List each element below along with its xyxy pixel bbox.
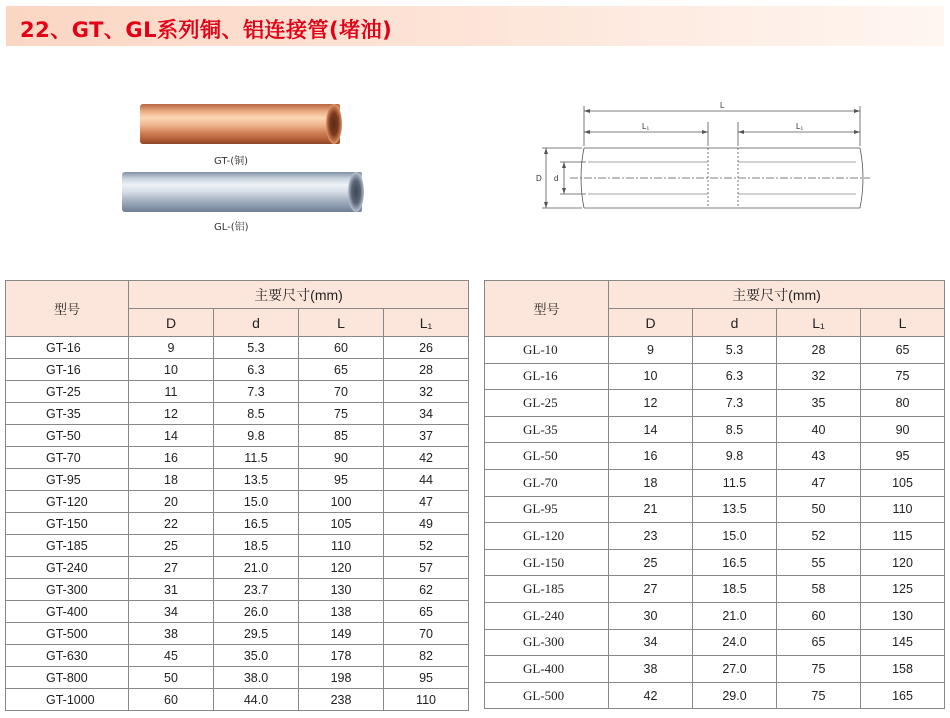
gt-value-cell: 21.0	[214, 557, 299, 579]
gt-value-cell: 27	[129, 557, 214, 579]
gt-value-cell: 35.0	[214, 645, 299, 667]
gl-value-cell: 145	[861, 629, 945, 656]
gt-table-row	[6, 579, 469, 601]
gt-table-row	[6, 337, 469, 359]
gt-value-cell: 20	[129, 491, 214, 513]
gt-value-cell: 90	[299, 447, 384, 469]
gl-table-row	[485, 629, 945, 656]
gt-value-cell: 38.0	[214, 667, 299, 689]
gt-model-cell: GT-70	[6, 447, 129, 469]
gt-value-cell: 45	[129, 645, 214, 667]
gt-value-cell: 105	[299, 513, 384, 535]
gl-model-cell: GL-95	[485, 496, 609, 523]
gt-table-row	[6, 469, 469, 491]
gt-value-cell: 12	[129, 403, 214, 425]
gt-value-cell: 16.5	[214, 513, 299, 535]
gt-value-cell: 22	[129, 513, 214, 535]
gl-value-cell: 14	[609, 416, 693, 443]
gl-table-row	[485, 443, 945, 470]
gt-value-cell: 6.3	[214, 359, 299, 381]
gt-table-row	[6, 513, 469, 535]
gt-value-cell: 16	[129, 447, 214, 469]
gt-model-cell: GT-800	[6, 667, 129, 689]
gl-spec-table	[484, 280, 945, 709]
gt-value-cell: 60	[299, 337, 384, 359]
gl-value-cell: 80	[861, 390, 945, 417]
gl-value-cell: 21.0	[693, 602, 777, 629]
gl-value-cell: 43	[777, 443, 861, 470]
gl-model-cell: GL-50	[485, 443, 609, 470]
gt-value-cell: 28	[384, 359, 469, 381]
gl-table-row	[485, 496, 945, 523]
gl-column-header: D	[609, 309, 693, 337]
gl-model-cell: GL-25	[485, 390, 609, 417]
gt-table-row	[6, 689, 469, 711]
gt-value-cell: 34	[129, 601, 214, 623]
gt-value-cell: 14	[129, 425, 214, 447]
gl-table-row	[485, 656, 945, 683]
gl-value-cell: 105	[861, 469, 945, 496]
diagram-label-L1-left: L₁	[642, 122, 650, 131]
gl-value-cell: 27	[609, 576, 693, 603]
gl-value-cell: 18.5	[693, 576, 777, 603]
gl-table-row	[485, 523, 945, 550]
gl-value-cell: 95	[861, 443, 945, 470]
gl-model-cell: GL-16	[485, 363, 609, 390]
gl-value-cell: 6.3	[693, 363, 777, 390]
gl-value-cell: 30	[609, 602, 693, 629]
title-bar	[6, 6, 944, 46]
gl-model-cell: GL-185	[485, 576, 609, 603]
gt-value-cell: 5.3	[214, 337, 299, 359]
gl-value-cell: 165	[861, 682, 945, 709]
gt-value-cell: 23.7	[214, 579, 299, 601]
gl-value-cell: 21	[609, 496, 693, 523]
gl-model-cell: GL-150	[485, 549, 609, 576]
gl-value-cell: 50	[777, 496, 861, 523]
dimension-diagram	[530, 96, 875, 216]
gl-value-cell: 90	[861, 416, 945, 443]
gt-table-row	[6, 601, 469, 623]
gt-model-cell: GT-400	[6, 601, 129, 623]
gl-value-cell: 125	[861, 576, 945, 603]
gl-value-cell: 29.0	[693, 682, 777, 709]
gt-value-cell: 15.0	[214, 491, 299, 513]
gl-value-cell: 110	[861, 496, 945, 523]
gt-table-row	[6, 381, 469, 403]
gl-value-cell: 75	[861, 363, 945, 390]
gl-value-cell: 16	[609, 443, 693, 470]
gt-value-cell: 95	[384, 667, 469, 689]
gt-value-cell: 32	[384, 381, 469, 403]
gl-column-header: L	[861, 309, 945, 337]
gt-model-cell: GT-120	[6, 491, 129, 513]
gt-value-cell: 10	[129, 359, 214, 381]
gl-column-header: d	[693, 309, 777, 337]
gt-table-row	[6, 535, 469, 557]
gl-value-cell: 27.0	[693, 656, 777, 683]
gt-model-cell: GT-25	[6, 381, 129, 403]
gt-value-cell: 25	[129, 535, 214, 557]
gt-spec-table	[5, 280, 469, 711]
gt-model-cell: GT-630	[6, 645, 129, 667]
gl-table-row	[485, 416, 945, 443]
gl-model-cell: GL-240	[485, 602, 609, 629]
gt-value-cell: 7.3	[214, 381, 299, 403]
gl-value-cell: 18	[609, 469, 693, 496]
diagram-label-d: d	[554, 174, 559, 183]
gl-table-row	[485, 602, 945, 629]
gl-value-cell: 42	[609, 682, 693, 709]
gl-value-cell: 58	[777, 576, 861, 603]
gl-model-cell: GL-500	[485, 682, 609, 709]
gt-value-cell: 26.0	[214, 601, 299, 623]
gt-model-header: 型号	[6, 281, 129, 337]
gt-table-row	[6, 359, 469, 381]
gt-value-cell: 149	[299, 623, 384, 645]
gt-table-row	[6, 645, 469, 667]
gt-value-cell: 34	[384, 403, 469, 425]
gt-value-cell: 42	[384, 447, 469, 469]
gt-value-cell: 9.8	[214, 425, 299, 447]
gl-value-cell: 38	[609, 656, 693, 683]
gt-value-cell: 38	[129, 623, 214, 645]
aluminum-tube-caption: GL-(铝)	[214, 222, 249, 233]
gt-value-cell: 238	[299, 689, 384, 711]
gl-value-cell: 12	[609, 390, 693, 417]
gl-model-header: 型号	[485, 281, 609, 337]
gl-value-cell: 34	[609, 629, 693, 656]
gt-model-cell: GT-16	[6, 359, 129, 381]
gt-model-cell: GT-185	[6, 535, 129, 557]
gt-value-cell: 44.0	[214, 689, 299, 711]
gl-table-row	[485, 682, 945, 709]
gl-value-cell: 9	[609, 337, 693, 364]
gl-value-cell: 75	[777, 682, 861, 709]
gl-table-row	[485, 363, 945, 390]
copper-tube-caption: GT-(铜)	[214, 156, 248, 167]
gt-table-row	[6, 403, 469, 425]
copper-tube-image	[140, 104, 340, 144]
gl-value-cell: 5.3	[693, 337, 777, 364]
gt-value-cell: 29.5	[214, 623, 299, 645]
gl-value-cell: 130	[861, 602, 945, 629]
gt-value-cell: 50	[129, 667, 214, 689]
diagram-label-D: D	[536, 174, 542, 183]
gt-value-cell: 13.5	[214, 469, 299, 491]
gl-value-cell: 65	[777, 629, 861, 656]
gt-model-cell: GT-35	[6, 403, 129, 425]
diagram-label-L1-right: L₁	[796, 122, 804, 131]
gt-model-cell: GT-16	[6, 337, 129, 359]
gt-value-cell: 8.5	[214, 403, 299, 425]
gt-table-row	[6, 557, 469, 579]
gt-value-cell: 47	[384, 491, 469, 513]
gl-model-cell: GL-10	[485, 337, 609, 364]
gt-value-cell: 75	[299, 403, 384, 425]
gl-value-cell: 55	[777, 549, 861, 576]
gl-value-cell: 65	[861, 337, 945, 364]
diagram-label-L: L	[720, 101, 725, 110]
gt-column-header: d	[214, 309, 299, 337]
gt-column-header: L	[299, 309, 384, 337]
gl-value-cell: 15.0	[693, 523, 777, 550]
gt-value-cell: 120	[299, 557, 384, 579]
gt-value-cell: 60	[129, 689, 214, 711]
gl-value-cell: 16.5	[693, 549, 777, 576]
gt-value-cell: 70	[384, 623, 469, 645]
gl-model-cell: GL-120	[485, 523, 609, 550]
gl-table-row	[485, 469, 945, 496]
gl-value-cell: 7.3	[693, 390, 777, 417]
gl-value-cell: 75	[777, 656, 861, 683]
gt-value-cell: 62	[384, 579, 469, 601]
gt-model-cell: GT-240	[6, 557, 129, 579]
gl-value-cell: 23	[609, 523, 693, 550]
gt-model-cell: GT-150	[6, 513, 129, 535]
gt-model-cell: GT-1000	[6, 689, 129, 711]
gl-value-cell: 47	[777, 469, 861, 496]
gt-value-cell: 70	[299, 381, 384, 403]
gt-table-body	[6, 337, 469, 711]
gl-value-cell: 120	[861, 549, 945, 576]
gl-value-cell: 60	[777, 602, 861, 629]
gt-value-cell: 44	[384, 469, 469, 491]
gt-value-cell: 18	[129, 469, 214, 491]
gl-column-header: L₁	[777, 309, 861, 337]
gt-value-cell: 85	[299, 425, 384, 447]
gt-value-cell: 178	[299, 645, 384, 667]
gl-model-cell: GL-400	[485, 656, 609, 683]
gl-value-cell: 10	[609, 363, 693, 390]
gt-value-cell: 11.5	[214, 447, 299, 469]
gt-value-cell: 49	[384, 513, 469, 535]
gl-value-cell: 32	[777, 363, 861, 390]
gt-value-cell: 31	[129, 579, 214, 601]
gl-table-row	[485, 337, 945, 364]
gt-value-cell: 130	[299, 579, 384, 601]
gl-value-cell: 115	[861, 523, 945, 550]
gt-model-cell: GT-50	[6, 425, 129, 447]
gt-table-row	[6, 447, 469, 469]
gt-value-cell: 198	[299, 667, 384, 689]
gt-value-cell: 65	[299, 359, 384, 381]
gt-table-row	[6, 491, 469, 513]
gt-value-cell: 18.5	[214, 535, 299, 557]
gt-value-cell: 57	[384, 557, 469, 579]
gl-value-cell: 8.5	[693, 416, 777, 443]
gt-table-row	[6, 667, 469, 689]
gt-model-cell: GT-300	[6, 579, 129, 601]
gl-value-cell: 9.8	[693, 443, 777, 470]
page-title: 22、GT、GL系列铜、铝连接管(堵油)	[20, 18, 393, 42]
gt-dimension-group-header: 主要尺寸(mm)	[129, 281, 469, 309]
gl-table-row	[485, 576, 945, 603]
gt-table-row	[6, 623, 469, 645]
gt-model-cell: GT-500	[6, 623, 129, 645]
gt-column-header: D	[129, 309, 214, 337]
gt-value-cell: 9	[129, 337, 214, 359]
gl-value-cell: 25	[609, 549, 693, 576]
gl-table-body	[485, 337, 945, 709]
gt-value-cell: 37	[384, 425, 469, 447]
gt-value-cell: 52	[384, 535, 469, 557]
gl-value-cell: 13.5	[693, 496, 777, 523]
gt-value-cell: 65	[384, 601, 469, 623]
gt-table-row	[6, 425, 469, 447]
gl-model-cell: GL-70	[485, 469, 609, 496]
gt-model-cell: GT-95	[6, 469, 129, 491]
aluminum-tube-image	[122, 172, 362, 212]
gt-value-cell: 100	[299, 491, 384, 513]
gl-model-cell: GL-35	[485, 416, 609, 443]
gl-dimension-group-header: 主要尺寸(mm)	[609, 281, 945, 309]
gl-value-cell: 40	[777, 416, 861, 443]
gl-value-cell: 52	[777, 523, 861, 550]
gt-value-cell: 11	[129, 381, 214, 403]
gl-model-cell: GL-300	[485, 629, 609, 656]
gt-column-header: L₁	[384, 309, 469, 337]
gl-value-cell: 11.5	[693, 469, 777, 496]
gt-value-cell: 138	[299, 601, 384, 623]
gt-value-cell: 26	[384, 337, 469, 359]
gl-table-row	[485, 549, 945, 576]
gt-value-cell: 110	[384, 689, 469, 711]
gt-value-cell: 110	[299, 535, 384, 557]
gl-table-row	[485, 390, 945, 417]
gl-value-cell: 24.0	[693, 629, 777, 656]
gt-value-cell: 95	[299, 469, 384, 491]
gl-value-cell: 35	[777, 390, 861, 417]
gl-value-cell: 158	[861, 656, 945, 683]
gt-value-cell: 82	[384, 645, 469, 667]
gl-value-cell: 28	[777, 337, 861, 364]
